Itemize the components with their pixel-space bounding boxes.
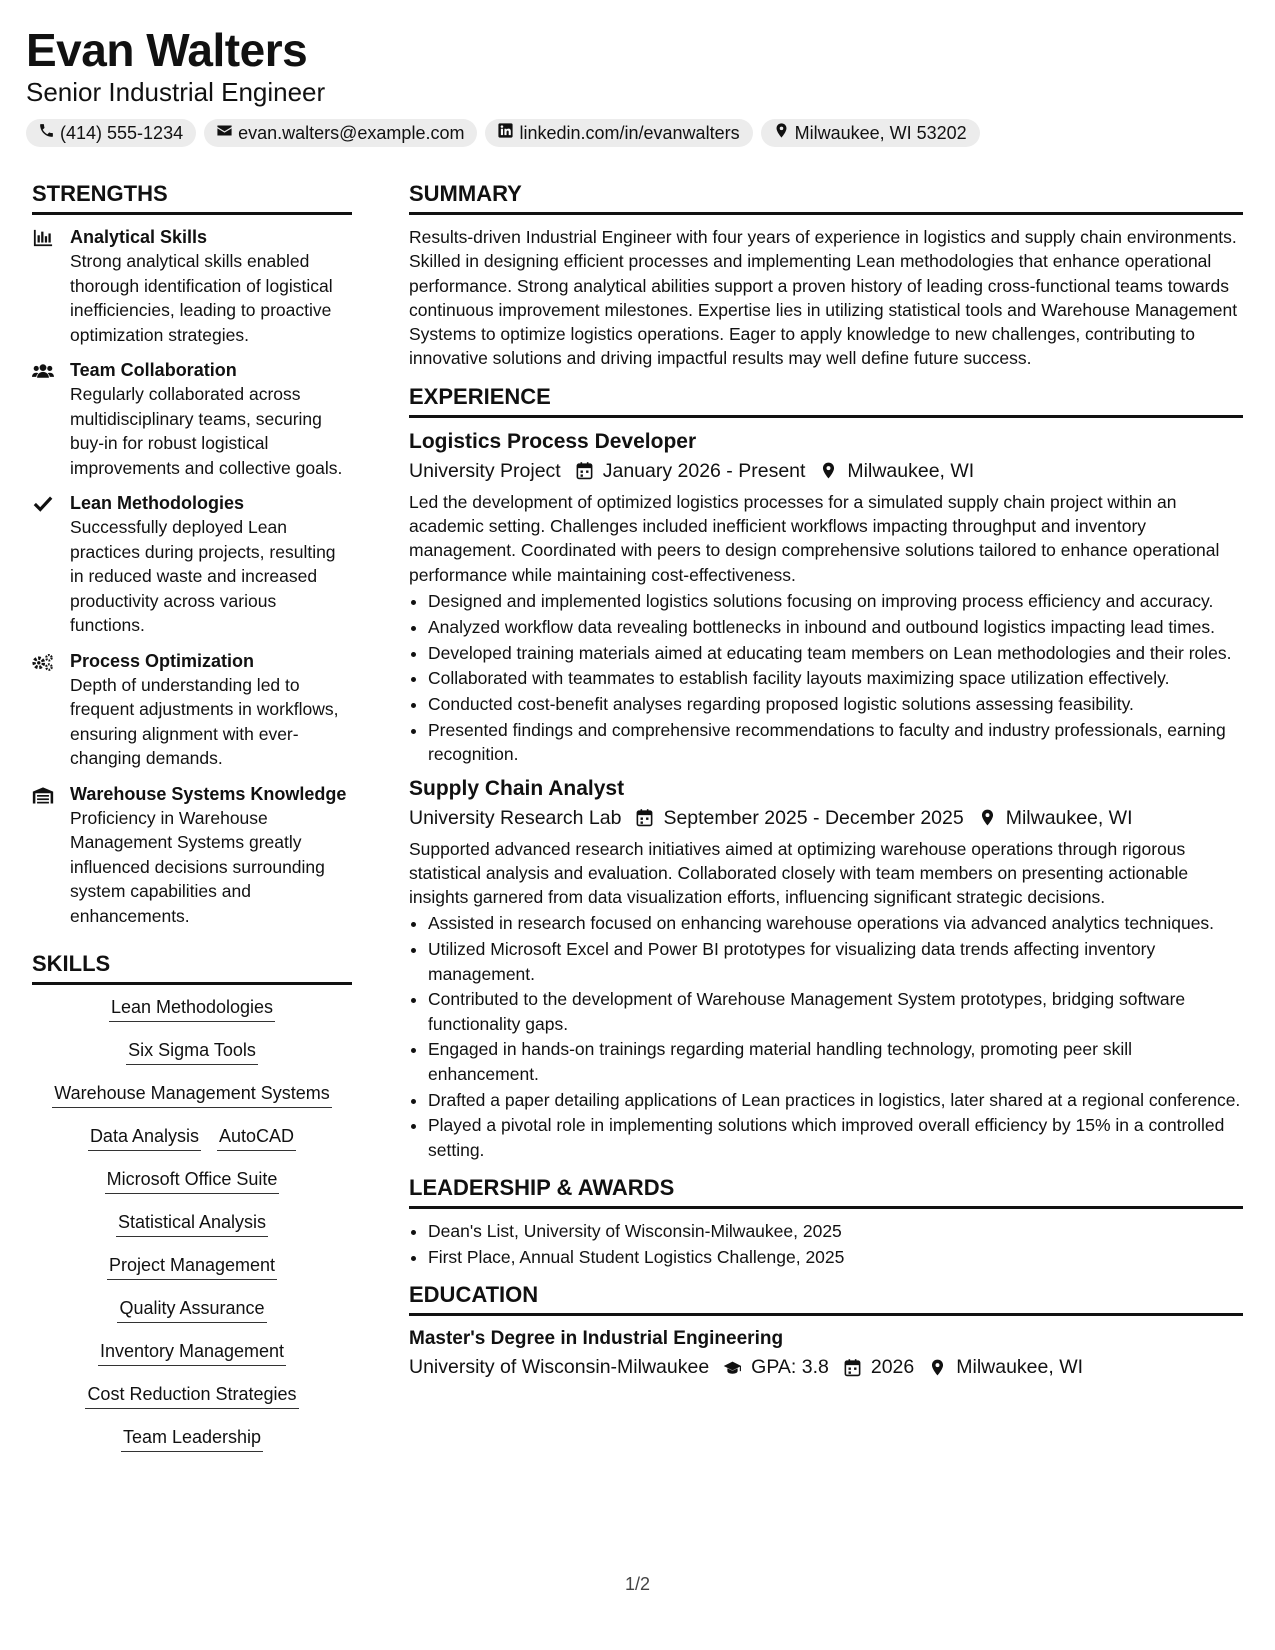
warehouse-icon xyxy=(32,782,70,929)
gpa-text: GPA: 3.8 xyxy=(751,1356,829,1378)
job-meta xyxy=(409,803,1243,833)
strength-title: Team Collaboration xyxy=(70,360,237,380)
strength-title: Process Optimization xyxy=(70,650,255,671)
contact-linkedin[interactable] xyxy=(485,119,752,147)
awards-list xyxy=(428,1219,1243,1269)
list-item: • Assisted in research focused on enhancing warehouse operations via advanced analytics techniques. xyxy=(428,911,1243,935)
list-item: • Analyzed workflow data revealing bottlenecks in inbound and outbound logistics impacting lead times. xyxy=(428,615,1243,639)
strength-desc: Depth of understanding led to frequent adjustments in workflows, ensuring alignment with ever-changing demands. xyxy=(70,674,339,768)
calendar-icon xyxy=(635,808,654,827)
calendar-icon xyxy=(575,461,594,480)
education-location: Milwaukee, WI xyxy=(956,1356,1084,1378)
page-number: 1/2 xyxy=(624,1574,651,1594)
strength-item xyxy=(32,225,352,347)
candidate-title: Senior Industrial Engineer xyxy=(26,77,326,107)
right-column xyxy=(409,180,1243,1386)
strength-desc: Proficiency in Warehouse Management Systems greatly influenced decisions surrounding system capabilities and enhancements. xyxy=(70,807,325,926)
linkedin-icon xyxy=(497,122,514,144)
strength-desc: Successfully deployed Lean practices during projects, resulting in reduced waste and increased productivity across various functions. xyxy=(70,517,336,635)
skill-tag: Statistical Analysis xyxy=(116,1210,268,1237)
skill-tag: Data Analysis xyxy=(88,1124,201,1151)
job-title: Logistics Process Developer xyxy=(409,429,697,453)
education-meta xyxy=(409,1352,1243,1382)
calendar-icon xyxy=(843,1358,862,1377)
list-item: • Presented findings and comprehensive recommendations to faculty and industry professionals, earning recognition. xyxy=(428,718,1243,767)
strength-item xyxy=(32,358,352,480)
contact-bar xyxy=(26,119,1249,147)
job-dates: January 2026 - Present xyxy=(602,459,806,482)
job-description: Led the development of optimized logistics processes for a simulated supply chain project within an academic setting. Challenges included inefficient workflows impacting throughput and inventory management. Coordinated with peers to design comprehensive solutions tailored to enhance operational performance while maintaining cost-effectiveness. xyxy=(409,491,1220,585)
skill-tag: AutoCAD xyxy=(217,1124,296,1151)
skill-tag: Quality Assurance xyxy=(117,1296,266,1323)
skills-list xyxy=(32,995,352,1468)
gears-icon xyxy=(32,649,70,771)
job-org: University Project xyxy=(409,459,561,482)
list-item: • First Place, Annual Student Logistics Challenge, 2025 xyxy=(428,1245,1243,1269)
strength-title: Lean Methodologies xyxy=(70,493,245,513)
skill-tag: Lean Methodologies xyxy=(109,995,275,1022)
check-icon xyxy=(32,491,70,638)
summary-text: Results-driven Industrial Engineer with four years of experience in logistics and supply chain environments. Skilled in designing efficient processes and implementing Lean methodologies that enhance operational performance. Strong analytical abilities support a proven history of leading cross-functional teams towards continuous improvement milestones. Expertise lies in utilizing statistical tools and Warehouse Management Systems to optimize logistics operations. Eager to apply knowledge to new challenges, contributing to innovative solutions and driving impactful results may well define future success. xyxy=(409,227,1238,369)
job-meta xyxy=(409,456,1243,486)
map-pin-icon xyxy=(928,1358,947,1377)
job-bullets xyxy=(428,589,1243,767)
skill-tag: Team Leadership xyxy=(121,1425,263,1452)
experience-heading: EXPERIENCE xyxy=(409,383,1243,418)
strength-item xyxy=(32,782,352,929)
school-name: University of Wisconsin-Milwaukee xyxy=(409,1356,710,1378)
list-item: • Conducted cost-benefit analyses regarding proposed logistic solutions assessing feasibility. xyxy=(428,692,1243,716)
graduation-year: 2026 xyxy=(870,1356,915,1378)
resume-header xyxy=(26,22,1249,147)
list-item: • Played a pivotal role in implementing solutions which improved overall efficiency by 15% in a controlled setting. xyxy=(428,1113,1243,1162)
list-item: • Utilized Microsoft Excel and Power BI prototypes for visualizing data trends affecting inventory management. xyxy=(428,937,1243,986)
list-item: • Contributed to the development of Warehouse Management System prototypes, bridging software functionality gaps. xyxy=(428,987,1243,1036)
skill-tag: Inventory Management xyxy=(98,1339,286,1366)
job-dates: September 2025 - December 2025 xyxy=(663,806,964,829)
left-column xyxy=(32,180,352,1468)
awards-heading: LEADERSHIP & AWARDS xyxy=(409,1174,1243,1209)
job-org: University Research Lab xyxy=(409,806,622,829)
list-item: • Drafted a paper detailing applications of Lean practices in logistics, later shared at a regional conference. xyxy=(428,1088,1243,1112)
list-item: • Dean's List, University of Wisconsin-Milwaukee, 2025 xyxy=(428,1219,1243,1243)
contact-email[interactable] xyxy=(204,119,477,147)
strength-item xyxy=(32,491,352,638)
education-heading: EDUCATION xyxy=(409,1281,1243,1316)
list-item: • Engaged in hands-on trainings regarding material handling technology, promoting peer skill enhancement. xyxy=(428,1037,1243,1086)
strength-title: Warehouse Systems Knowledge xyxy=(70,783,347,804)
job-title: Supply Chain Analyst xyxy=(409,776,625,800)
summary-heading: SUMMARY xyxy=(409,180,1243,215)
map-pin-icon xyxy=(819,461,838,480)
strength-desc: Regularly collaborated across multidisciplinary teams, securing buy-in for robust logistical improvements and collective goals. xyxy=(70,384,343,478)
job-bullets xyxy=(428,911,1243,1161)
linkedin-text: linkedin.com/in/evanwalters xyxy=(519,122,740,143)
users-icon xyxy=(32,358,70,480)
job-entry xyxy=(409,428,1243,767)
contact-phone[interactable] xyxy=(26,119,196,147)
skill-tag: Cost Reduction Strategies xyxy=(85,1382,298,1409)
list-item: • Collaborated with teammates to establish facility layouts maximizing space utilization effectively. xyxy=(428,666,1243,690)
skill-tag: Warehouse Management Systems xyxy=(52,1081,331,1108)
skills-heading: SKILLS xyxy=(32,950,352,985)
job-entry xyxy=(409,775,1243,1162)
list-item: • Developed training materials aimed at educating team members on Lean methodologies and their roles. xyxy=(428,641,1243,665)
strengths-heading: STRENGTHS xyxy=(32,180,352,215)
strength-title: Analytical Skills xyxy=(70,227,208,247)
job-description: Supported advanced research initiatives aimed at optimizing warehouse operations through rigorous statistical analysis and evaluation. Collaborated closely with team members on presenting actionable insights garnered from data visualization efforts, influencing significant strategic decisions. xyxy=(409,838,1189,908)
graduation-cap-icon xyxy=(723,1358,742,1377)
phone-icon xyxy=(38,122,55,144)
job-location: Milwaukee, WI xyxy=(1005,806,1133,829)
job-location: Milwaukee, WI xyxy=(847,459,975,482)
location-text: Milwaukee, WI 53202 xyxy=(794,122,967,143)
degree-title: Master's Degree in Industrial Engineering xyxy=(409,1328,784,1349)
email-text: evan.walters@example.com xyxy=(238,122,465,143)
skill-tag: Six Sigma Tools xyxy=(126,1038,258,1065)
phone-text: (414) 555-1234 xyxy=(60,122,184,143)
candidate-name: Evan Walters xyxy=(26,24,308,76)
contact-location[interactable] xyxy=(761,119,980,147)
list-item: • Designed and implemented logistics solutions focusing on improving process efficiency and accuracy. xyxy=(428,589,1243,613)
chart-icon xyxy=(32,225,70,347)
strength-desc: Strong analytical skills enabled thorough identification of logistical inefficiencies, leading to proactive optimization strategies. xyxy=(70,251,333,345)
strength-item xyxy=(32,649,352,771)
envelope-icon xyxy=(216,122,233,144)
map-pin-icon xyxy=(978,808,997,827)
skill-tag: Microsoft Office Suite xyxy=(105,1167,280,1194)
map-pin-icon xyxy=(773,122,790,144)
skill-tag: Project Management xyxy=(107,1253,277,1280)
